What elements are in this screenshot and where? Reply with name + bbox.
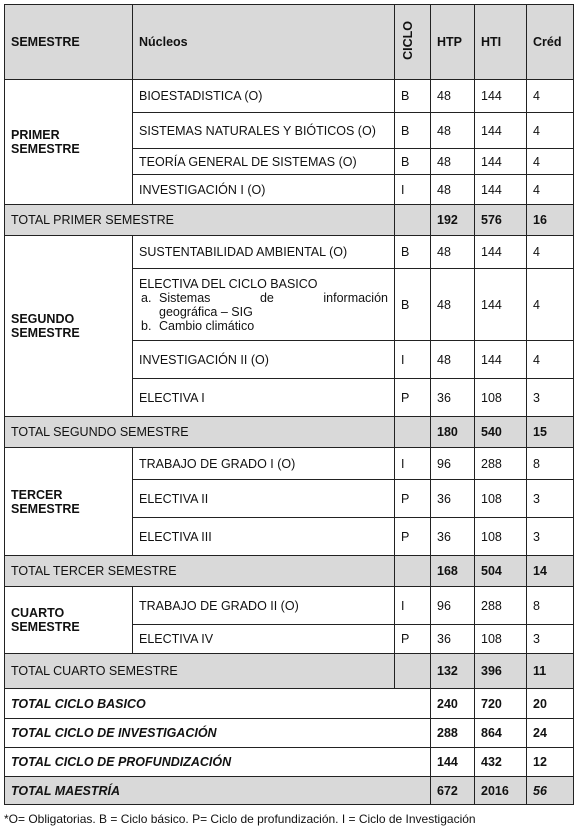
hti-cell: 288 [475,587,527,625]
ciclo-cell: B [395,80,431,113]
cred-cell: 4 [527,149,574,175]
total-hti: 2016 [475,777,527,805]
hti-cell: 144 [475,149,527,175]
semester-name: PRIMER SEMESTRE [5,80,133,205]
ciclo-cell: I [395,448,431,480]
htp-cell: 48 [431,341,475,379]
htp-cell: 96 [431,587,475,625]
total-hti: 504 [475,556,527,587]
elective-options-list [139,291,388,333]
ciclo-cell: P [395,625,431,654]
total-htp: 168 [431,556,475,587]
cred-cell: 4 [527,80,574,113]
total-cred: 11 [527,654,574,689]
hti-cell: 144 [475,236,527,269]
total-label: TOTAL CICLO BASICO [5,689,431,719]
htp-cell: 48 [431,149,475,175]
total-hti: 432 [475,748,527,777]
list-item-line: geográfica – SIG [159,304,253,319]
list-item-word: Sistemas [159,290,211,305]
ciclo-cell: B [395,113,431,149]
total-label: TOTAL SEGUNDO SEMESTRE [5,417,395,448]
table-row [5,80,574,113]
semester-name: TERCER SEMESTRE [5,448,133,556]
total-htp: 672 [431,777,475,805]
total-htp: 180 [431,417,475,448]
total-label: TOTAL MAESTRÍA [5,777,431,805]
ciclo-cell: B [395,149,431,175]
cred-cell: 3 [527,625,574,654]
hti-cell: 288 [475,448,527,480]
htp-cell: 96 [431,448,475,480]
total-htp: 144 [431,748,475,777]
hti-cell: 108 [475,518,527,556]
total-cred: 56 [527,777,574,805]
total-htp: 288 [431,719,475,748]
table-row [5,587,574,625]
curriculum-table [4,4,574,805]
nucleo-cell: ELECTIVA I [133,379,395,417]
nucleo-cell: ELECTIVA IV [133,625,395,654]
cred-cell: 4 [527,341,574,379]
hti-cell: 144 [475,113,527,149]
total-cred: 12 [527,748,574,777]
htp-cell: 48 [431,269,475,341]
htp-cell: 48 [431,80,475,113]
list-item-text: Cambio climático [159,318,255,333]
nucleo-cell: BIOESTADISTICA (O) [133,80,395,113]
hti-cell: 108 [475,379,527,417]
header-semestre: SEMESTRE [5,5,133,80]
cred-cell: 3 [527,480,574,518]
ciclo-cell: B [395,236,431,269]
total-label: TOTAL CUARTO SEMESTRE [5,654,395,689]
semester-name: CUARTO SEMESTRE [5,587,133,654]
nucleo-cell: INVESTIGACIÓN II (O) [133,341,395,379]
semester-total-row [5,654,574,689]
ciclo-cell: I [395,341,431,379]
ciclo-cell-empty [395,205,431,236]
list-item-word: de [259,290,274,305]
total-cred: 16 [527,205,574,236]
nucleo-cell: TEORÍA GENERAL DE SISTEMAS (O) [133,149,395,175]
htp-cell: 48 [431,175,475,205]
cred-cell: 4 [527,269,574,341]
hti-cell: 144 [475,269,527,341]
total-label: TOTAL TERCER SEMESTRE [5,556,395,587]
total-label: TOTAL PRIMER SEMESTRE [5,205,395,236]
semester-total-row [5,205,574,236]
cycle-total-row [5,748,574,777]
table-row [5,236,574,269]
header-hti: HTI [475,5,527,80]
total-cred: 24 [527,719,574,748]
list-item-line [159,291,388,305]
list-item-word: información [323,290,388,305]
cred-cell: 3 [527,379,574,417]
cred-cell: 4 [527,236,574,269]
footnote: *O= Obligatorias. B = Ciclo básico. P= Ciclo de profundización. I = Ciclo de Investigación [4,812,476,826]
ciclo-cell: P [395,480,431,518]
semester-total-row [5,556,574,587]
ciclo-cell: P [395,379,431,417]
cred-cell: 3 [527,518,574,556]
ciclo-cell: B [395,269,431,341]
total-htp: 132 [431,654,475,689]
total-label: TOTAL CICLO DE INVESTIGACIÓN [5,719,431,748]
total-cred: 15 [527,417,574,448]
hti-cell: 144 [475,175,527,205]
ciclo-cell: P [395,518,431,556]
total-hti: 540 [475,417,527,448]
total-hti: 576 [475,205,527,236]
htp-cell: 36 [431,625,475,654]
htp-cell: 48 [431,236,475,269]
total-hti: 864 [475,719,527,748]
header-row [5,5,574,80]
hti-cell: 144 [475,80,527,113]
ciclo-cell-empty [395,417,431,448]
hti-cell: 108 [475,480,527,518]
cycle-total-row [5,719,574,748]
nucleo-cell: ELECTIVA II [133,480,395,518]
header-ciclo-label: CICLO [401,21,415,60]
header-htp: HTP [431,5,475,80]
list-marker: a. [141,290,152,305]
total-hti: 396 [475,654,527,689]
ciclo-cell-empty [395,654,431,689]
nucleo-title: ELECTIVA DEL CICLO BASICO [139,276,318,291]
header-ciclo [395,5,431,80]
cred-cell: 8 [527,448,574,480]
total-label: TOTAL CICLO DE PROFUNDIZACIÓN [5,748,431,777]
nucleo-cell [133,269,395,341]
total-htp: 240 [431,689,475,719]
grand-total-row [5,777,574,805]
nucleo-cell: TRABAJO DE GRADO II (O) [133,587,395,625]
semester-total-row [5,417,574,448]
hti-cell: 144 [475,341,527,379]
nucleo-cell: TRABAJO DE GRADO I (O) [133,448,395,480]
hti-cell: 108 [475,625,527,654]
cred-cell: 4 [527,113,574,149]
total-cred: 20 [527,689,574,719]
list-item [141,318,388,333]
ciclo-cell: I [395,587,431,625]
header-cred: Créd [527,5,574,80]
list-marker: b. [141,318,152,333]
nucleo-cell: ELECTIVA III [133,518,395,556]
nucleo-cell: SISTEMAS NATURALES Y BIÓTICOS (O) [133,113,395,149]
cred-cell: 8 [527,587,574,625]
cycle-total-row [5,689,574,719]
ciclo-cell-empty [395,556,431,587]
htp-cell: 36 [431,518,475,556]
header-nucleos: Núcleos [133,5,395,80]
htp-cell: 48 [431,113,475,149]
ciclo-cell: I [395,175,431,205]
total-cred: 14 [527,556,574,587]
nucleo-cell: INVESTIGACIÓN I (O) [133,175,395,205]
cred-cell: 4 [527,175,574,205]
total-htp: 192 [431,205,475,236]
total-hti: 720 [475,689,527,719]
htp-cell: 36 [431,379,475,417]
table-row [5,448,574,480]
list-item [141,290,388,319]
semester-name: SEGUNDO SEMESTRE [5,236,133,417]
htp-cell: 36 [431,480,475,518]
nucleo-cell: SUSTENTABILIDAD AMBIENTAL (O) [133,236,395,269]
